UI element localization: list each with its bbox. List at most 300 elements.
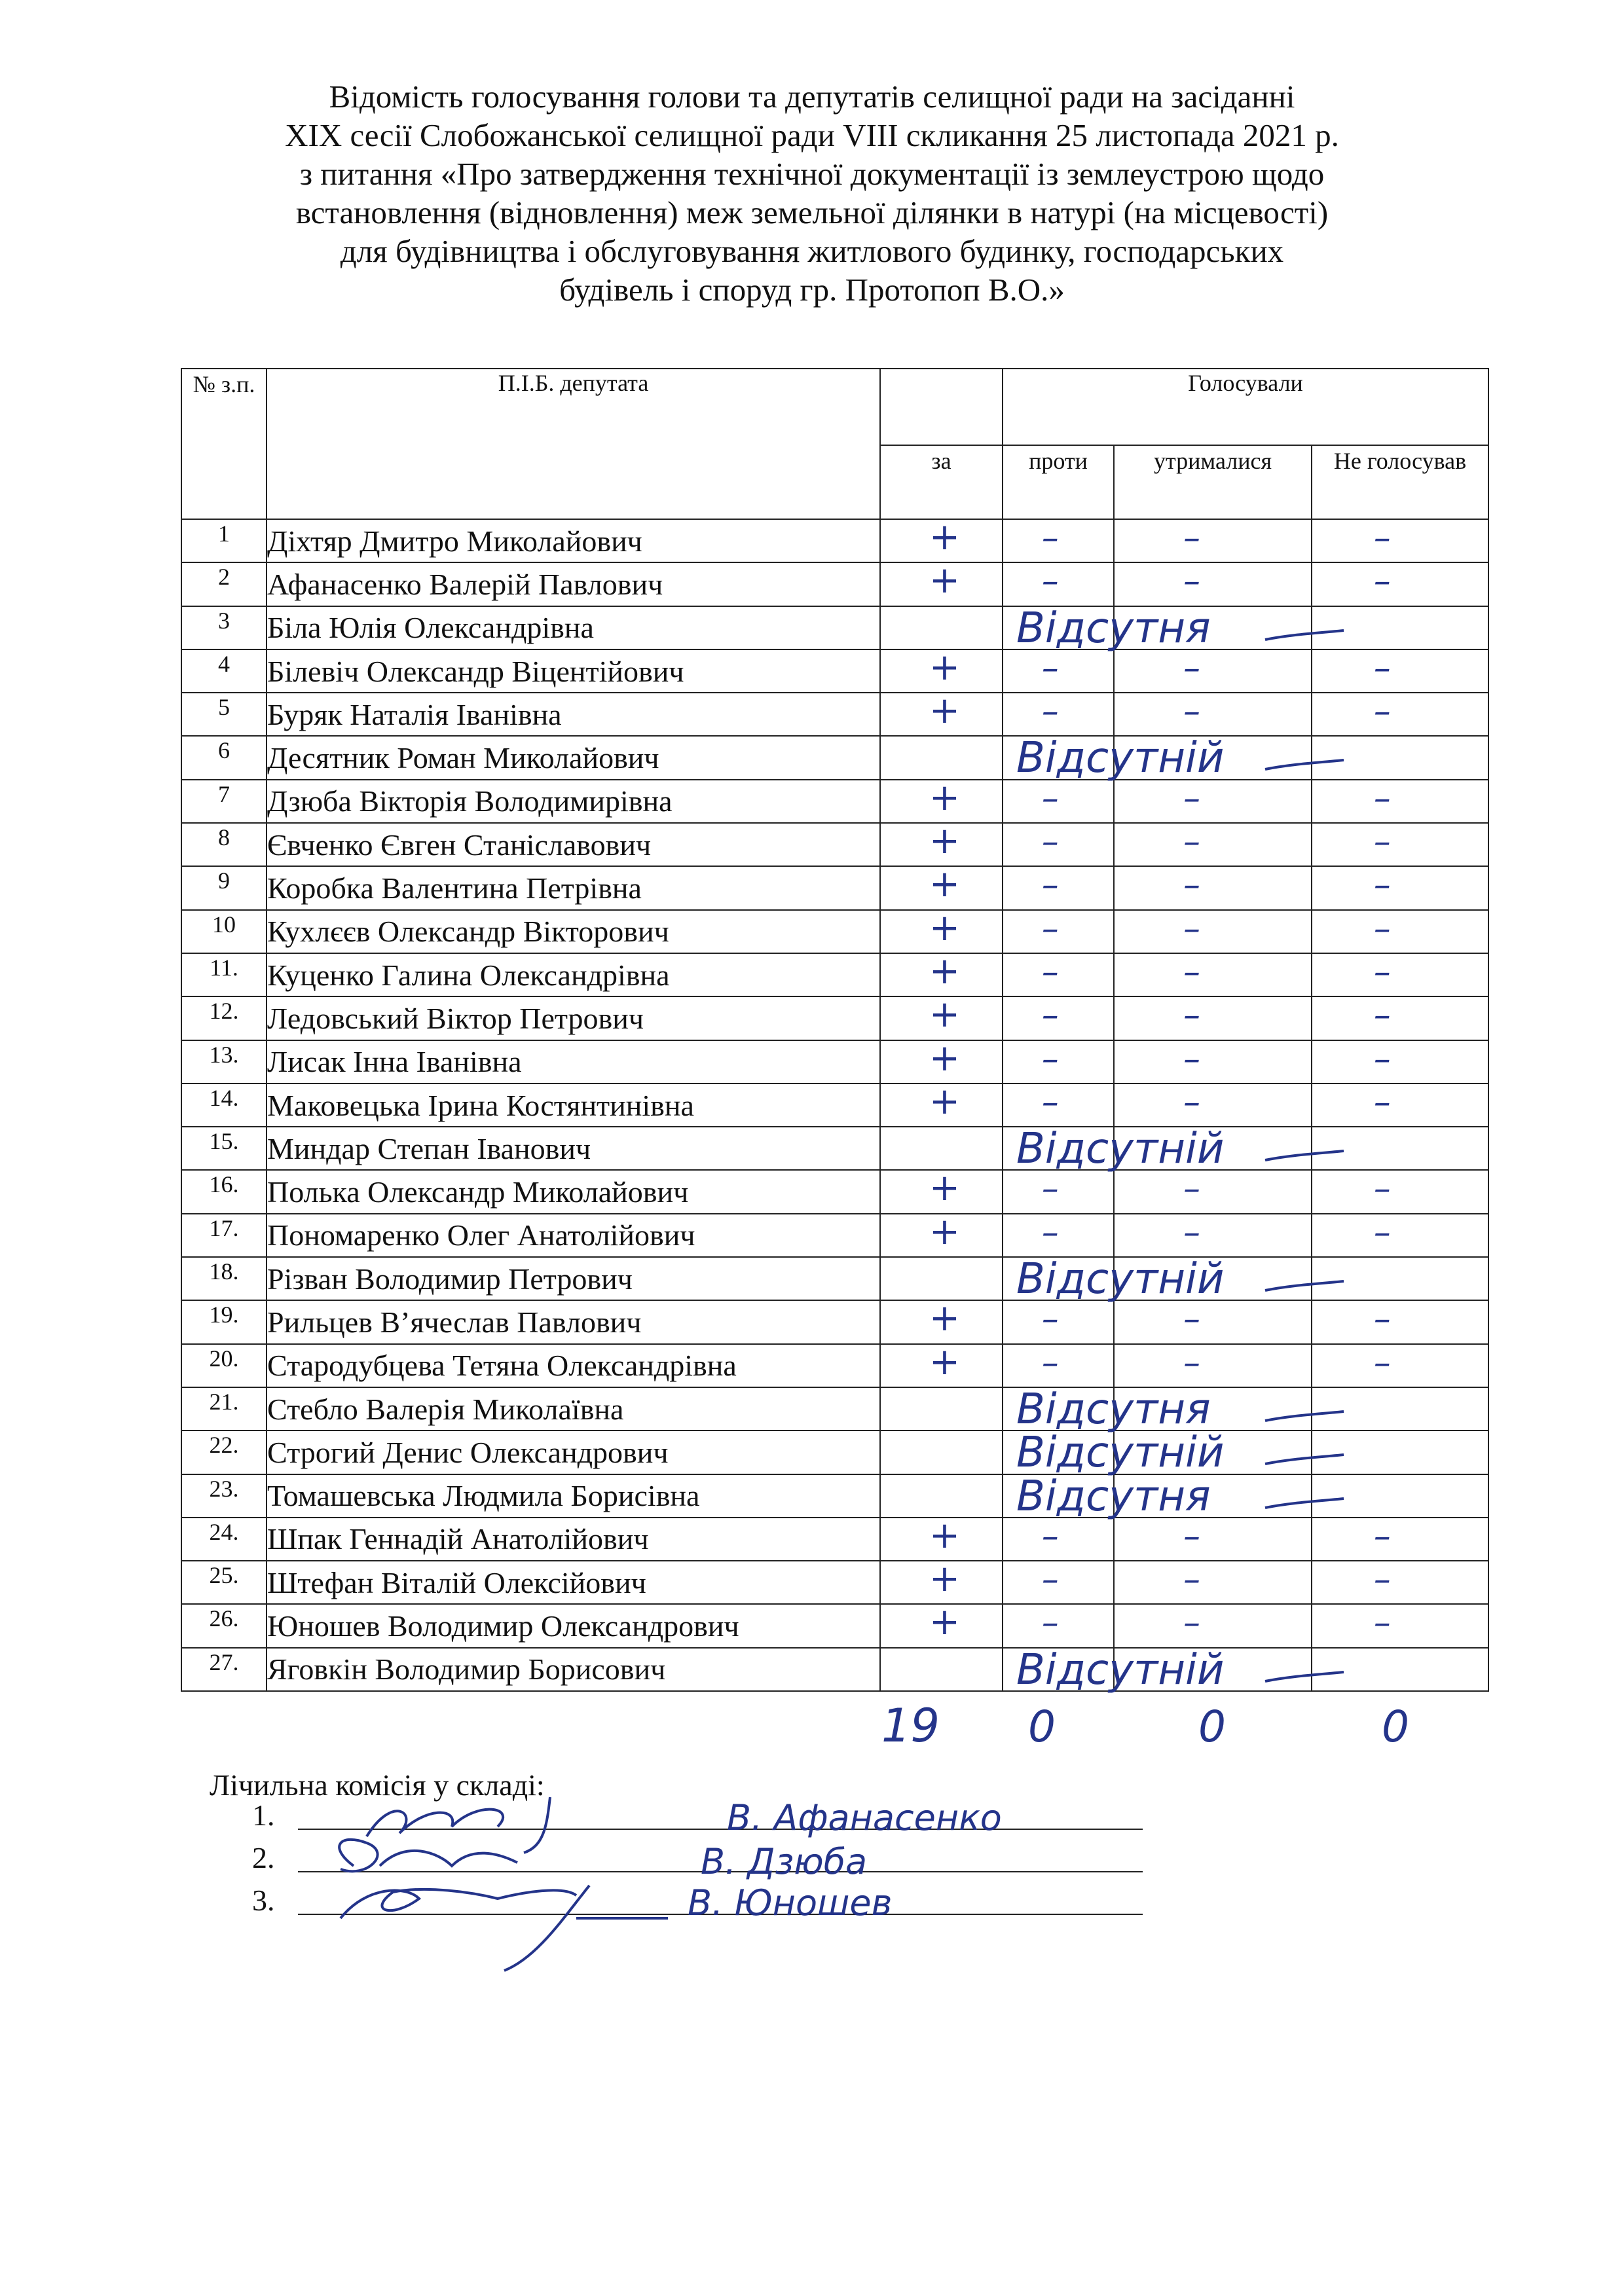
- row-number: 23.: [181, 1474, 267, 1518]
- vote-abstained-cell: [1114, 866, 1312, 909]
- vote-for-cell: [880, 1430, 1003, 1474]
- row-number: 24.: [181, 1518, 267, 1561]
- vote-abstained-cell: [1114, 1257, 1312, 1300]
- total-not-voted: 0: [1382, 1702, 1409, 1752]
- vote-against-cell: [1003, 1170, 1114, 1213]
- table-row: [181, 996, 1488, 1040]
- deputy-name: Ледовський Віктор Петрович: [267, 996, 880, 1040]
- row-number: 7: [181, 780, 267, 823]
- deputy-name: Полька Олександр Миколайович: [267, 1170, 880, 1213]
- vote-not-voted-cell: [1312, 1648, 1488, 1691]
- deputy-name: Діхтяр Дмитро Миколайович: [267, 519, 880, 562]
- dash-mark: –: [1373, 563, 1391, 602]
- absent-note: Відсутній: [1016, 1255, 1225, 1304]
- plus-mark: +: [929, 1084, 960, 1123]
- dash-mark: –: [1041, 1040, 1059, 1079]
- absent-note: Відсутня: [1016, 1472, 1211, 1521]
- vote-not-voted-cell: [1312, 1300, 1488, 1343]
- vote-abstained-cell: [1114, 910, 1312, 953]
- table-row: [181, 910, 1488, 953]
- dash-mark: –: [1041, 520, 1059, 558]
- dash-mark: –: [1183, 693, 1200, 732]
- table-row: [181, 1257, 1488, 1300]
- dash-mark: –: [1373, 693, 1391, 732]
- vote-against-cell: [1003, 1472, 1211, 1521]
- vote-for-cell: [880, 910, 1003, 953]
- deputy-name: Євченко Євген Станіславович: [267, 823, 880, 866]
- voting-table: [181, 368, 1489, 1692]
- vote-abstained-cell: [1114, 1214, 1312, 1257]
- dash-mark: –: [1183, 910, 1200, 949]
- absent-note: Відсутня: [1016, 604, 1211, 653]
- vote-abstained-cell: [1114, 562, 1312, 606]
- table-row: [181, 736, 1488, 779]
- title-line: з питання «Про затвердження технічної документації із землеустрою щодо: [299, 156, 1325, 192]
- header-voted: Голосували: [1003, 369, 1488, 445]
- dash-mark: –: [1373, 910, 1391, 949]
- title-line: Відомість голосування голови та депутатів селищної ради на засіданні: [329, 79, 1295, 115]
- table-row: [181, 562, 1488, 606]
- signature-rule: [298, 1914, 1143, 1915]
- vote-for-cell: [880, 953, 1003, 996]
- vote-not-voted-cell: [1312, 1257, 1488, 1300]
- row-number: 11.: [181, 953, 267, 996]
- row-number: 25.: [181, 1561, 267, 1604]
- vote-for-cell: [880, 1214, 1003, 1257]
- absent-note: Відсутній: [1016, 1125, 1225, 1174]
- dash-mark: –: [1373, 1040, 1391, 1079]
- row-number: 21.: [181, 1387, 267, 1430]
- vote-not-voted-cell: [1312, 606, 1488, 649]
- table-row: [181, 1561, 1488, 1604]
- vote-abstained-cell: [1114, 1561, 1312, 1604]
- plus-mark: +: [929, 649, 960, 689]
- header-against: проти: [1003, 445, 1114, 519]
- absent-note: Відсутній: [1016, 1429, 1225, 1478]
- header-for: за: [880, 445, 1003, 519]
- vote-not-voted-cell: [1312, 953, 1488, 996]
- vote-against-cell: [1003, 734, 1225, 783]
- deputy-name: Рильцев В’ячеслав Павлович: [267, 1300, 880, 1343]
- member-number: 3.: [252, 1884, 275, 1917]
- deputy-name: Лисак Інна Іванівна: [267, 1040, 880, 1084]
- plus-mark: +: [929, 1214, 960, 1253]
- vote-against-cell: [1003, 1214, 1114, 1257]
- member-3-handwritten-name: В. Юношев: [688, 1882, 893, 1923]
- dash-mark: –: [1183, 780, 1200, 818]
- header-name: П.І.Б. депутата: [267, 369, 880, 519]
- plus-mark: +: [929, 1040, 960, 1080]
- vote-abstained-cell: [1114, 649, 1312, 693]
- row-number: 6: [181, 736, 267, 779]
- dash-mark: –: [1373, 1518, 1391, 1556]
- table-row: [181, 1344, 1488, 1387]
- deputy-name: Маковецька Ірина Костянтинівна: [267, 1084, 880, 1127]
- commission-label: Лічильна комісія у складі:: [210, 1768, 545, 1802]
- table-row: [181, 823, 1488, 866]
- member-number: 2.: [252, 1841, 275, 1874]
- vote-for-cell: [880, 606, 1003, 649]
- row-number: 17.: [181, 1214, 267, 1257]
- table-row: [181, 1518, 1488, 1561]
- dash-mark: –: [1183, 1171, 1200, 1209]
- vote-abstained-cell: [1114, 1170, 1312, 1213]
- dash-mark: –: [1373, 1301, 1391, 1339]
- vote-abstained-cell: [1114, 1300, 1312, 1343]
- vote-abstained-cell: [1114, 780, 1312, 823]
- dash-mark: –: [1373, 1605, 1391, 1643]
- dash-mark: –: [1183, 563, 1200, 602]
- commission-member-line: [252, 1797, 1143, 1832]
- dash-mark: –: [1183, 1561, 1200, 1600]
- deputy-name: Афанасенко Валерій Павлович: [267, 562, 880, 606]
- dash-mark: –: [1183, 1518, 1200, 1556]
- vote-against-cell: [1003, 562, 1114, 606]
- table-row: [181, 1648, 1488, 1691]
- vote-not-voted-cell: [1312, 1430, 1488, 1474]
- dash-mark: –: [1183, 824, 1200, 862]
- deputy-name: Кухлєєв Олександр Вікторович: [267, 910, 880, 953]
- table-row: [181, 1474, 1488, 1518]
- vote-against-cell: [1003, 1255, 1225, 1304]
- dash-mark: –: [1041, 953, 1059, 992]
- row-number: 26.: [181, 1604, 267, 1647]
- vote-for-cell: [880, 1344, 1003, 1387]
- vote-against-cell: [1003, 1385, 1211, 1434]
- vote-against-cell: [1003, 1561, 1114, 1604]
- vote-abstained-cell: [1114, 1648, 1312, 1691]
- row-number: 1: [181, 519, 267, 562]
- deputy-name: Томашевська Людмила Борисівна: [267, 1474, 880, 1518]
- absent-note: Відсутній: [1016, 1645, 1225, 1694]
- dash-mark: –: [1183, 1040, 1200, 1079]
- vote-not-voted-cell: [1312, 910, 1488, 953]
- dash-mark: –: [1373, 1344, 1391, 1383]
- table-row: [181, 649, 1488, 693]
- vote-against-cell: [1003, 910, 1114, 953]
- row-number: 13.: [181, 1040, 267, 1084]
- vote-abstained-cell: [1114, 823, 1312, 866]
- plus-mark: +: [929, 1344, 960, 1383]
- dash-mark: –: [1041, 780, 1059, 818]
- deputy-name: Біла Юлія Олександрівна: [267, 606, 880, 649]
- deputy-name: Яговкін Володимир Борисович: [267, 1648, 880, 1691]
- deputy-name: Стародубцева Тетяна Олександрівна: [267, 1344, 880, 1387]
- vote-for-cell: [880, 1648, 1003, 1691]
- deputy-name: Білевіч Олександр Віцентійович: [267, 649, 880, 693]
- vote-against-cell: [1003, 953, 1114, 996]
- vote-against-cell: [1003, 1040, 1114, 1084]
- vote-abstained-cell: [1114, 1387, 1312, 1430]
- commission-member-line: [252, 1882, 1143, 1918]
- dash-mark: –: [1183, 1605, 1200, 1643]
- table-body: [181, 519, 1488, 1694]
- vote-for-cell: [880, 1518, 1003, 1561]
- vote-not-voted-cell: [1312, 780, 1488, 823]
- vote-abstained-cell: [1114, 1604, 1312, 1647]
- row-number: 2: [181, 562, 267, 606]
- total-abstained: 0: [1198, 1702, 1226, 1752]
- vote-not-voted-cell: [1312, 1387, 1488, 1430]
- vote-for-cell: [880, 866, 1003, 909]
- row-number: 4: [181, 649, 267, 693]
- deputy-name: Десятник Роман Миколайович: [267, 736, 880, 779]
- vote-not-voted-cell: [1312, 1344, 1488, 1387]
- dash-mark: –: [1183, 867, 1200, 905]
- dash-mark: –: [1041, 1561, 1059, 1600]
- dash-mark: –: [1373, 867, 1391, 905]
- row-number: 22.: [181, 1430, 267, 1474]
- vote-against-cell: [1003, 693, 1114, 736]
- member-1-handwritten-name: В. Афанасенко: [727, 1797, 1002, 1838]
- dash-mark: –: [1183, 1301, 1200, 1339]
- plus-mark: +: [929, 693, 960, 733]
- vote-for-cell: [880, 1040, 1003, 1084]
- dash-mark: –: [1183, 1214, 1200, 1252]
- vote-against-cell: [1003, 1084, 1114, 1127]
- vote-for-cell: [880, 736, 1003, 779]
- plus-mark: +: [929, 824, 960, 863]
- title-line: для будівництва і обслуговування житлового будинку, господарських: [340, 233, 1284, 269]
- absent-note: Відсутній: [1016, 734, 1225, 783]
- dash-mark: –: [1373, 1171, 1391, 1209]
- table-row: [181, 693, 1488, 736]
- dash-mark: –: [1041, 1344, 1059, 1383]
- deputy-name: Різван Володимир Петрович: [267, 1257, 880, 1300]
- vote-for-cell: [880, 1561, 1003, 1604]
- row-number: 19.: [181, 1300, 267, 1343]
- vote-not-voted-cell: [1312, 736, 1488, 779]
- dash-mark: –: [1183, 953, 1200, 992]
- vote-abstained-cell: [1114, 693, 1312, 736]
- table-row: [181, 606, 1488, 649]
- row-number: 27.: [181, 1648, 267, 1691]
- dash-mark: –: [1373, 1561, 1391, 1600]
- row-number: 8: [181, 823, 267, 866]
- vote-abstained-cell: [1114, 1084, 1312, 1127]
- vote-for-cell: [880, 693, 1003, 736]
- dash-mark: –: [1373, 824, 1391, 862]
- row-number: 10: [181, 910, 267, 953]
- deputy-name: Миндар Степан Іванович: [267, 1127, 880, 1170]
- table-row: [181, 1084, 1488, 1127]
- vote-not-voted-cell: [1312, 1474, 1488, 1518]
- plus-mark: +: [929, 563, 960, 602]
- dash-mark: –: [1041, 693, 1059, 732]
- row-number: 5: [181, 693, 267, 736]
- vote-against-cell: [1003, 649, 1114, 693]
- vote-for-cell: [880, 780, 1003, 823]
- vote-abstained-cell: [1114, 1430, 1312, 1474]
- table-row: [181, 780, 1488, 823]
- vote-abstained-cell: [1114, 1344, 1312, 1387]
- row-number: 16.: [181, 1170, 267, 1213]
- plus-mark: +: [929, 997, 960, 1036]
- plus-mark: +: [929, 953, 960, 993]
- deputy-name: Штефан Віталій Олексійович: [267, 1561, 880, 1604]
- row-number: 14.: [181, 1084, 267, 1127]
- deputy-name: Буряк Наталія Іванівна: [267, 693, 880, 736]
- vote-not-voted-cell: [1312, 866, 1488, 909]
- plus-mark: +: [929, 1561, 960, 1601]
- vote-against-cell: [1003, 823, 1114, 866]
- dash-mark: –: [1041, 910, 1059, 949]
- vote-abstained-cell: [1114, 1127, 1312, 1170]
- vote-for-cell: [880, 1474, 1003, 1518]
- vote-for-cell: [880, 823, 1003, 866]
- vote-against-cell: [1003, 866, 1114, 909]
- header-number: № з.п.: [181, 369, 267, 519]
- plus-mark: +: [929, 520, 960, 559]
- total-against: 0: [1028, 1702, 1056, 1752]
- row-number: 3: [181, 606, 267, 649]
- vote-not-voted-cell: [1312, 996, 1488, 1040]
- plus-mark: +: [929, 1301, 960, 1340]
- dash-mark: –: [1373, 649, 1391, 688]
- row-number: 18.: [181, 1257, 267, 1300]
- vote-against-cell: [1003, 604, 1211, 653]
- vote-for-cell: [880, 562, 1003, 606]
- vote-abstained-cell: [1114, 736, 1312, 779]
- dash-mark: –: [1183, 1084, 1200, 1122]
- dash-mark: –: [1041, 649, 1059, 688]
- absent-note: Відсутня: [1016, 1385, 1211, 1434]
- vote-not-voted-cell: [1312, 1604, 1488, 1647]
- dash-mark: –: [1041, 563, 1059, 602]
- dash-mark: –: [1183, 649, 1200, 688]
- vote-for-cell: [880, 1604, 1003, 1647]
- title-line: встановлення (відновлення) меж земельної ділянки в натурі (на місцевості): [295, 194, 1329, 230]
- vote-abstained-cell: [1114, 996, 1312, 1040]
- vote-abstained-cell: [1114, 1518, 1312, 1561]
- dash-mark: –: [1041, 1084, 1059, 1122]
- vote-against-cell: [1003, 1300, 1114, 1343]
- vote-for-cell: [880, 996, 1003, 1040]
- table-row: [181, 953, 1488, 996]
- vote-against-cell: [1003, 996, 1114, 1040]
- deputy-name: Дзюба Вікторія Володимирівна: [267, 780, 880, 823]
- vote-against-cell: [1003, 1604, 1114, 1647]
- dash-mark: –: [1373, 1214, 1391, 1252]
- deputy-name: Пономаренко Олег Анатолійович: [267, 1214, 880, 1257]
- signature-rule: [298, 1829, 1143, 1830]
- vote-not-voted-cell: [1312, 1518, 1488, 1561]
- dash-mark: –: [1041, 1214, 1059, 1252]
- member-2-handwritten-name: В. Дзюба: [701, 1841, 868, 1882]
- table-row: [181, 866, 1488, 909]
- vote-for-cell: [880, 1084, 1003, 1127]
- dash-mark: –: [1373, 997, 1391, 1036]
- dash-mark: –: [1373, 780, 1391, 818]
- deputy-name: Строгий Денис Олександрович: [267, 1430, 880, 1474]
- vote-against-cell: [1003, 1344, 1114, 1387]
- dash-mark: –: [1183, 1344, 1200, 1383]
- vote-not-voted-cell: [1312, 1040, 1488, 1084]
- row-number: 15.: [181, 1127, 267, 1170]
- vote-not-voted-cell: [1312, 649, 1488, 693]
- table-row: [181, 519, 1488, 562]
- dash-mark: –: [1373, 1084, 1391, 1122]
- table-row: [181, 1214, 1488, 1257]
- title-line: будівель і споруд гр. Протопоп В.О.»: [559, 272, 1065, 308]
- dash-mark: –: [1041, 824, 1059, 862]
- dash-mark: –: [1041, 1605, 1059, 1643]
- vote-abstained-cell: [1114, 606, 1312, 649]
- vote-against-cell: [1003, 1518, 1114, 1561]
- total-for: 19: [881, 1699, 940, 1753]
- plus-mark: +: [929, 1171, 960, 1210]
- vote-not-voted-cell: [1312, 1127, 1488, 1170]
- header-abstained: утрималися: [1114, 445, 1312, 519]
- row-number: 9: [181, 866, 267, 909]
- vote-for-cell: [880, 519, 1003, 562]
- vote-against-cell: [1003, 1645, 1225, 1694]
- table-row: [181, 1387, 1488, 1430]
- vote-for-cell: [880, 1257, 1003, 1300]
- table-row: [181, 1604, 1488, 1647]
- signature-rule: [298, 1871, 1143, 1872]
- vote-abstained-cell: [1114, 1474, 1312, 1518]
- table-row: [181, 1170, 1488, 1213]
- deputy-name: Шпак Геннадій Анатолійович: [267, 1518, 880, 1561]
- row-number: 12.: [181, 996, 267, 1040]
- vote-not-voted-cell: [1312, 1084, 1488, 1127]
- table-row: [181, 1040, 1488, 1084]
- document-title: [157, 77, 1467, 309]
- table-row: [181, 1300, 1488, 1343]
- vote-abstained-cell: [1114, 953, 1312, 996]
- vote-for-cell: [880, 1127, 1003, 1170]
- dash-mark: –: [1041, 1171, 1059, 1209]
- vote-not-voted-cell: [1312, 1561, 1488, 1604]
- plus-mark: +: [929, 780, 960, 819]
- vote-for-cell: [880, 1300, 1003, 1343]
- row-number: 20.: [181, 1344, 267, 1387]
- dash-mark: –: [1373, 953, 1391, 992]
- vote-not-voted-cell: [1312, 1170, 1488, 1213]
- vote-for-cell: [880, 649, 1003, 693]
- deputy-name: Стебло Валерія Миколаївна: [267, 1387, 880, 1430]
- dash-mark: –: [1041, 867, 1059, 905]
- plus-mark: +: [929, 867, 960, 906]
- vote-for-cell: [880, 1170, 1003, 1213]
- plus-mark: +: [929, 1605, 960, 1644]
- header-empty: [880, 369, 1003, 445]
- dash-mark: –: [1183, 997, 1200, 1036]
- table-row: [181, 1430, 1488, 1474]
- deputy-name: Коробка Валентина Петрівна: [267, 866, 880, 909]
- vote-against-cell: [1003, 1125, 1225, 1174]
- table-row: [181, 1127, 1488, 1170]
- header-not-voted: Не голосував: [1312, 445, 1488, 519]
- vote-not-voted-cell: [1312, 562, 1488, 606]
- title-line: XIX сесії Слобожанської селищної ради VIII скликання 25 листопада 2021 р.: [285, 117, 1339, 153]
- dash-mark: –: [1041, 1301, 1059, 1339]
- dash-mark: –: [1373, 520, 1391, 558]
- plus-mark: +: [929, 1518, 960, 1557]
- commission-member-line: [252, 1840, 1143, 1875]
- deputy-name: Юношев Володимир Олександрович: [267, 1604, 880, 1647]
- vote-against-cell: [1003, 780, 1114, 823]
- vote-against-cell: [1003, 519, 1114, 562]
- vote-not-voted-cell: [1312, 1214, 1488, 1257]
- vote-not-voted-cell: [1312, 693, 1488, 736]
- vote-abstained-cell: [1114, 1040, 1312, 1084]
- vote-not-voted-cell: [1312, 519, 1488, 562]
- dash-mark: –: [1183, 520, 1200, 558]
- vote-not-voted-cell: [1312, 823, 1488, 866]
- plus-mark: +: [929, 910, 960, 949]
